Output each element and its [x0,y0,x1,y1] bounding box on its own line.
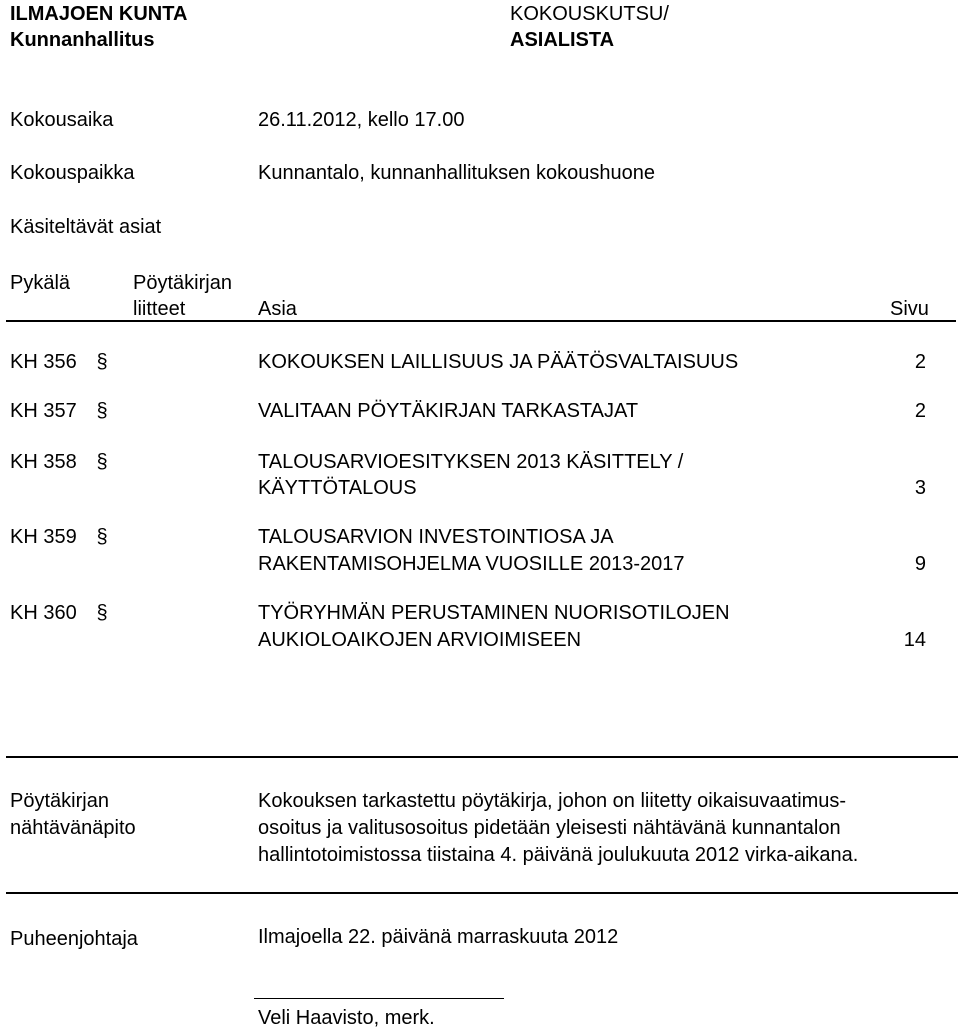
agenda-item-page: 3 [914,477,926,499]
public-display-text-line2: osoitus ja valitusosoitus pidetään yleisesti nähtävänä kunnantalon [258,817,841,839]
organization-name: ILMAJOEN KUNTA [10,3,188,25]
column-header-attachments-line2: liitteet [133,298,186,320]
agenda-item-page: 14 [903,629,926,651]
public-display-text-line1: Kokouksen tarkastettu pöytäkirja, johon on liitetty oikaisuvaatimus- [258,790,847,812]
signer-name: Veli Haavisto, merk. [258,1007,435,1029]
section-divider [6,892,958,894]
agenda-item-subject-line2: KÄYTTÖTALOUS [258,477,417,499]
column-header-section: Pykälä [10,272,71,294]
agenda-item-section: KH 359 [10,526,77,548]
paragraph-symbol: § [96,602,108,624]
section-divider [6,756,958,758]
agenda-item-page: 2 [914,351,926,373]
place-date: Ilmajoella 22. päivänä marraskuuta 2012 [258,926,619,948]
agenda-item-page: 2 [914,400,926,422]
agenda-item-section: KH 357 [10,400,77,422]
agenda-item-subject-line2: RAKENTAMISOHJELMA VUOSILLE 2013-2017 [258,553,685,575]
agenda-item-subject-line2: AUKIOLOAIKOJEN ARVIOIMISEEN [258,629,582,651]
agenda-item-section: KH 360 [10,602,77,624]
governing-body-name: Kunnanhallitus [10,29,155,51]
agenda-item-subject-line1: TALOUSARVION INVESTOINTIOSA JA [258,526,614,548]
agenda-item-subject: VALITAAN PÖYTÄKIRJAN TARKASTAJAT [258,400,639,422]
agenda-item-page: 9 [914,553,926,575]
column-header-attachments-line1: Pöytäkirjan [133,272,232,294]
document-subtype: ASIALISTA [510,29,615,51]
agenda-item-section: KH 356 [10,351,77,373]
agenda-item-subject: KOKOUKSEN LAILLISUUS JA PÄÄTÖSVALTAISUUS [258,351,739,373]
meeting-time-label: Kokousaika [10,109,114,131]
chair-label: Puheenjohtaja [10,928,138,950]
paragraph-symbol: § [96,526,108,548]
column-header-page: Sivu [890,298,929,320]
public-display-label-line2: nähtävänäpito [10,817,136,839]
public-display-label-line1: Pöytäkirjan [10,790,109,812]
signature-line [254,998,504,999]
document-type: KOKOUSKUTSU/ [510,3,669,25]
paragraph-symbol: § [96,351,108,373]
agenda-item-subject-line1: TALOUSARVIOESITYKSEN 2013 KÄSITTELY / [258,451,684,473]
header-divider [6,320,956,322]
column-header-subject: Asia [258,298,297,320]
public-display-text-line3: hallintotoimistossa tiistaina 4. päivänä joulukuuta 2012 virka-aikana. [258,844,859,866]
meeting-time-value: 26.11.2012, kello 17.00 [258,109,465,131]
paragraph-symbol: § [96,451,108,473]
agenda-section-title: Käsiteltävät asiat [10,216,162,238]
meeting-place-label: Kokouspaikka [10,162,135,184]
agenda-item-section: KH 358 [10,451,77,473]
paragraph-symbol: § [96,400,108,422]
meeting-place-value: Kunnantalo, kunnanhallituksen kokoushuone [258,162,655,184]
agenda-item-subject-line1: TYÖRYHMÄN PERUSTAMINEN NUORISOTILOJEN [258,602,730,624]
